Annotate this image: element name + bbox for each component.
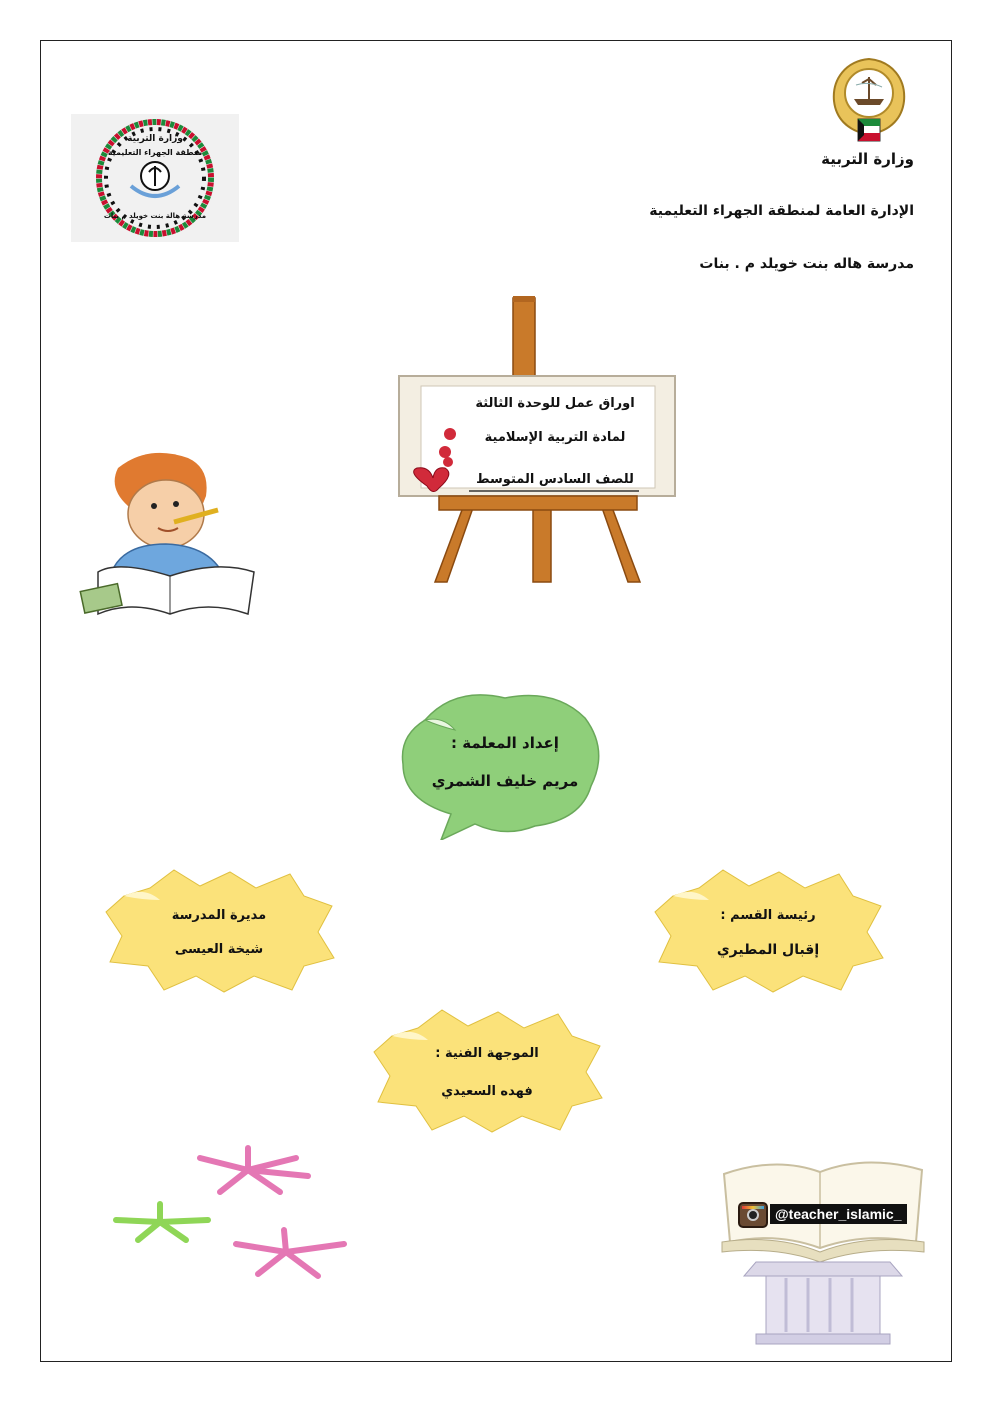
supervisor-note <box>372 1006 604 1136</box>
head-of-department-note <box>653 866 885 996</box>
supervisor-label: الموجهة الفنية : <box>435 1046 539 1061</box>
principal-name: شيخة العيسى <box>174 942 264 957</box>
easel-illustration <box>395 296 680 586</box>
instagram-icon <box>738 1202 768 1228</box>
head-name: إقبال المطيري <box>716 942 820 958</box>
directorate-title: الإدارة العامة لمنطقة الجهراء التعليمية <box>649 203 914 219</box>
logo-top-text: وزارة التربية <box>127 134 183 144</box>
teacher-speech-bubble <box>395 690 605 840</box>
decorative-flowers <box>108 1140 360 1290</box>
head-label: رئيسة القسم : <box>720 908 816 923</box>
logo-middle-text: منطقة الجهراء التعليمية <box>107 148 203 157</box>
teacher-label: إعداد المعلمة : <box>451 734 559 752</box>
logo-bottom-text: مدرسة هالة بنت خويلد م بنات <box>103 212 207 220</box>
ministry-title: وزارة التربية <box>821 150 914 168</box>
principal-note <box>104 866 336 996</box>
school-title: مدرسة هاله بنت خويلد م . بنات <box>699 256 914 272</box>
easel-line-3: للصف السادس المتوسط <box>476 472 634 487</box>
instagram-handle: @teacher_islamic_ <box>770 1204 907 1224</box>
kuwait-emblem <box>826 55 912 147</box>
supervisor-name: فهده السعيدي <box>441 1084 533 1099</box>
book-column-illustration <box>716 1152 930 1346</box>
easel-line-1: اوراق عمل للوحدة الثالثة <box>475 396 635 411</box>
teacher-name: مريم خليف الشمري <box>431 772 579 790</box>
school-logo <box>71 114 239 242</box>
student-reading-illustration <box>78 448 270 620</box>
principal-label: مديرة المدرسة <box>171 908 267 923</box>
easel-line-2: لمادة التربية الإسلامية <box>484 430 626 445</box>
